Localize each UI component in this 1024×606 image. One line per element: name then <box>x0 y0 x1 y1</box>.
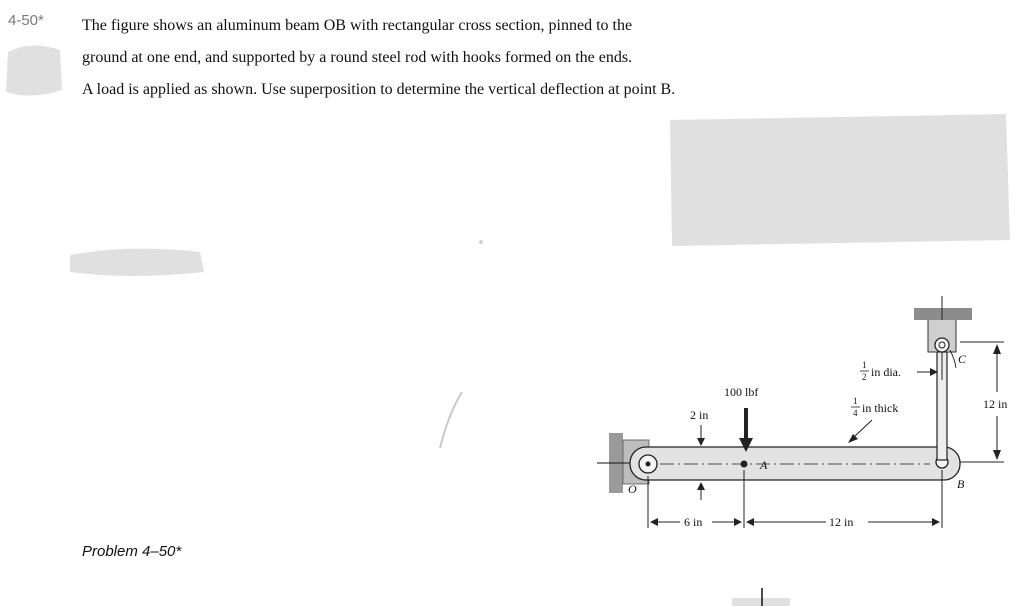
hook-C-pointer <box>950 350 956 368</box>
point-A-label: A <box>760 458 768 472</box>
point-C-label: C <box>958 352 967 366</box>
problem-line-2: ground at one end, and supported by a round steel rod with hooks formed on the ends. <box>82 49 633 66</box>
beam <box>630 447 960 480</box>
point-B-label: B <box>957 477 965 491</box>
rod-diameter-arrow <box>917 368 938 376</box>
beam-thickness-label: in thick <box>862 401 899 415</box>
ceiling-plate <box>914 308 972 320</box>
redaction-smudges <box>6 45 1010 606</box>
smudge-left <box>70 249 204 276</box>
point-A-marker <box>741 461 748 468</box>
svg-text:4: 4 <box>853 408 858 418</box>
dim-OA-label: 6 in <box>684 515 703 529</box>
problem-caption: Problem 4–50* <box>82 543 182 560</box>
smudge-box <box>670 114 1010 246</box>
stray-dot <box>479 240 483 244</box>
point-O-label: O <box>628 482 637 496</box>
rod-diameter-label: in dia. <box>871 365 901 379</box>
problem-line-3: A load is applied as shown. Use superposition to determine the vertical deflection at point B. <box>82 81 676 98</box>
beam-thickness-fraction <box>851 396 860 418</box>
svg-text:1: 1 <box>853 396 858 406</box>
smudge-bottom <box>732 598 790 606</box>
svg-text:2: 2 <box>862 372 867 382</box>
pin-O-center <box>646 462 651 467</box>
beam-thickness-leader <box>848 420 872 443</box>
dim-AB-label: 12 in <box>829 515 854 529</box>
smudge-margin <box>6 45 62 95</box>
problem-line-1: The figure shows an aluminum beam OB with rectangular cross section, pinned to the <box>82 17 633 34</box>
load-label: 100 lbf <box>724 385 759 399</box>
load-arrow <box>739 408 753 452</box>
hook-C <box>935 338 949 352</box>
problem-number: 4-50* <box>8 12 44 29</box>
stray-mark <box>440 392 462 448</box>
rod-length-label: 12 in <box>983 397 1008 411</box>
beam-width-label: 2 in <box>690 408 709 422</box>
rod-diameter-fraction <box>860 360 869 382</box>
svg-text:1: 1 <box>862 360 867 370</box>
